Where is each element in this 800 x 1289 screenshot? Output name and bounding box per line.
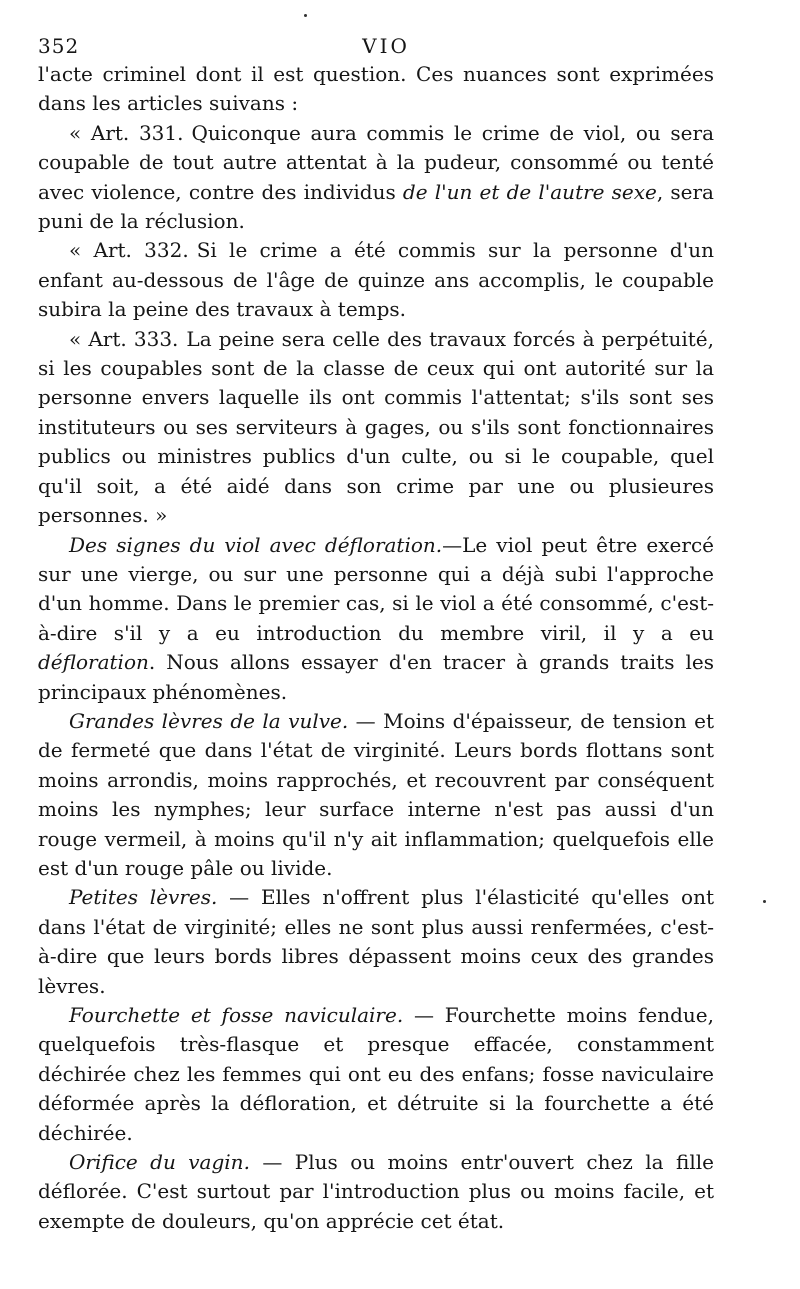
italic-phrase: défloration bbox=[38, 650, 149, 675]
paragraph-text: — Fourchette moins fendue, quelquefois très-flasque et presque effacée, constamment déchirée chez les femmes qui ont eu des enfans; fosse naviculaire déformée après la défloration, et détruite si la fourchette a été déchirée. bbox=[38, 1003, 714, 1145]
section-heading: Petites lèvres. bbox=[69, 885, 218, 910]
section-heading: Orifice du vagin. bbox=[69, 1150, 250, 1175]
paragraph-text: Si le crime a été commis sur la personne d'un enfant au-dessous de l'âge de quinze ans accomplis, le coupable subira la peine des travaux à temps. bbox=[38, 238, 714, 322]
section-heading: Grandes lèvres de la vulve. bbox=[69, 708, 349, 733]
paragraph-text-after: . Nous allons essayer d'en tracer à grands traits les principaux phénomènes. bbox=[38, 650, 714, 704]
paragraph-signes-du-viol bbox=[38, 531, 714, 707]
paragraph-art-333 bbox=[38, 325, 714, 531]
article-label: « Art. 332. bbox=[69, 238, 189, 263]
paragraph-orifice-du-vagin bbox=[38, 1148, 714, 1236]
paragraph-text: Quiconque aura commis le crime de viol, ou sera coupable de tout autre attentat à la pudeur, consommé ou tenté avec violence, contre des individus bbox=[38, 120, 714, 204]
paragraph-text: l'acte criminel dont il est question. Ces nuances sont exprimées dans les articles suivans : bbox=[38, 62, 714, 116]
paragraph-intro bbox=[38, 60, 714, 119]
paragraph-petites-levres bbox=[38, 883, 714, 1001]
body-text bbox=[38, 60, 714, 1236]
italic-phrase: de l'un et de l'autre sexe bbox=[402, 179, 657, 204]
print-speck bbox=[304, 14, 307, 17]
paragraph-grandes-levres bbox=[38, 707, 714, 883]
paragraph-art-332 bbox=[38, 236, 714, 324]
paragraph-text: — Elles n'offrent plus l'élasticité qu'elles ont dans l'état de virginité; elles ne sont plus aussi renfermées, c'est-à-dire que leurs bords libres dépassent moins ceux des grandes lèvres. bbox=[38, 885, 714, 998]
paragraph-text: — Moins d'épaisseur, de tension et de fermeté que dans l'état de virginité. Leurs bords flottans sont moins arrondis, moins rapprochés, et recouvrent par conséquent moins les nymphes; leur surface interne n'est pas aussi d'un rouge vermeil, à moins qu'il n'y ait inflammation; quelquefois elle est d'un rouge pâle ou livide. bbox=[38, 708, 714, 880]
paragraph-fourchette bbox=[38, 1001, 714, 1148]
paragraph-art-331 bbox=[38, 119, 714, 237]
page-header bbox=[38, 0, 714, 60]
article-label: « Art. 331. bbox=[69, 120, 184, 145]
paragraph-text: — Plus ou moins entr'ouvert chez la fille déflorée. C'est surtout par l'introduction plus ou moins facile, et exempte de douleurs, qu'on apprécie cet état. bbox=[38, 1150, 714, 1233]
section-heading: Fourchette et fosse naviculaire. bbox=[69, 1003, 404, 1027]
paragraph-text-after: , sera puni de la réclusion. bbox=[38, 179, 714, 234]
paragraph-text: La peine sera celle des travaux forcés à perpétuité, si les coupables sont de la classe de ceux qui ont autorité sur la personne envers laquelle ils ont commis l'attentat; s'ils sont ses instituteurs ou ses serviteurs à gages, ou s'ils sont fonctionnaires publics ou ministres publics d'un culte, ou si le coupable, quel qu'il soit, a été aidé dans son crime par une ou plusieures personnes. » bbox=[38, 326, 714, 528]
print-speck bbox=[763, 900, 766, 903]
section-heading: Des signes du viol avec défloration. bbox=[69, 532, 443, 557]
paragraph-text: —Le viol peut être exercé sur une vierge, ou sur une personne qui a déjà subi l'approche d'un homme. Dans le premier cas, si le viol a été consommé, c'est-à-dire s'il y a eu introduction du membre viril, il y a eu bbox=[38, 532, 714, 645]
article-label: « Art. 333. bbox=[69, 326, 179, 351]
page-number: 352 bbox=[38, 34, 80, 58]
running-head: VIO bbox=[362, 34, 410, 58]
